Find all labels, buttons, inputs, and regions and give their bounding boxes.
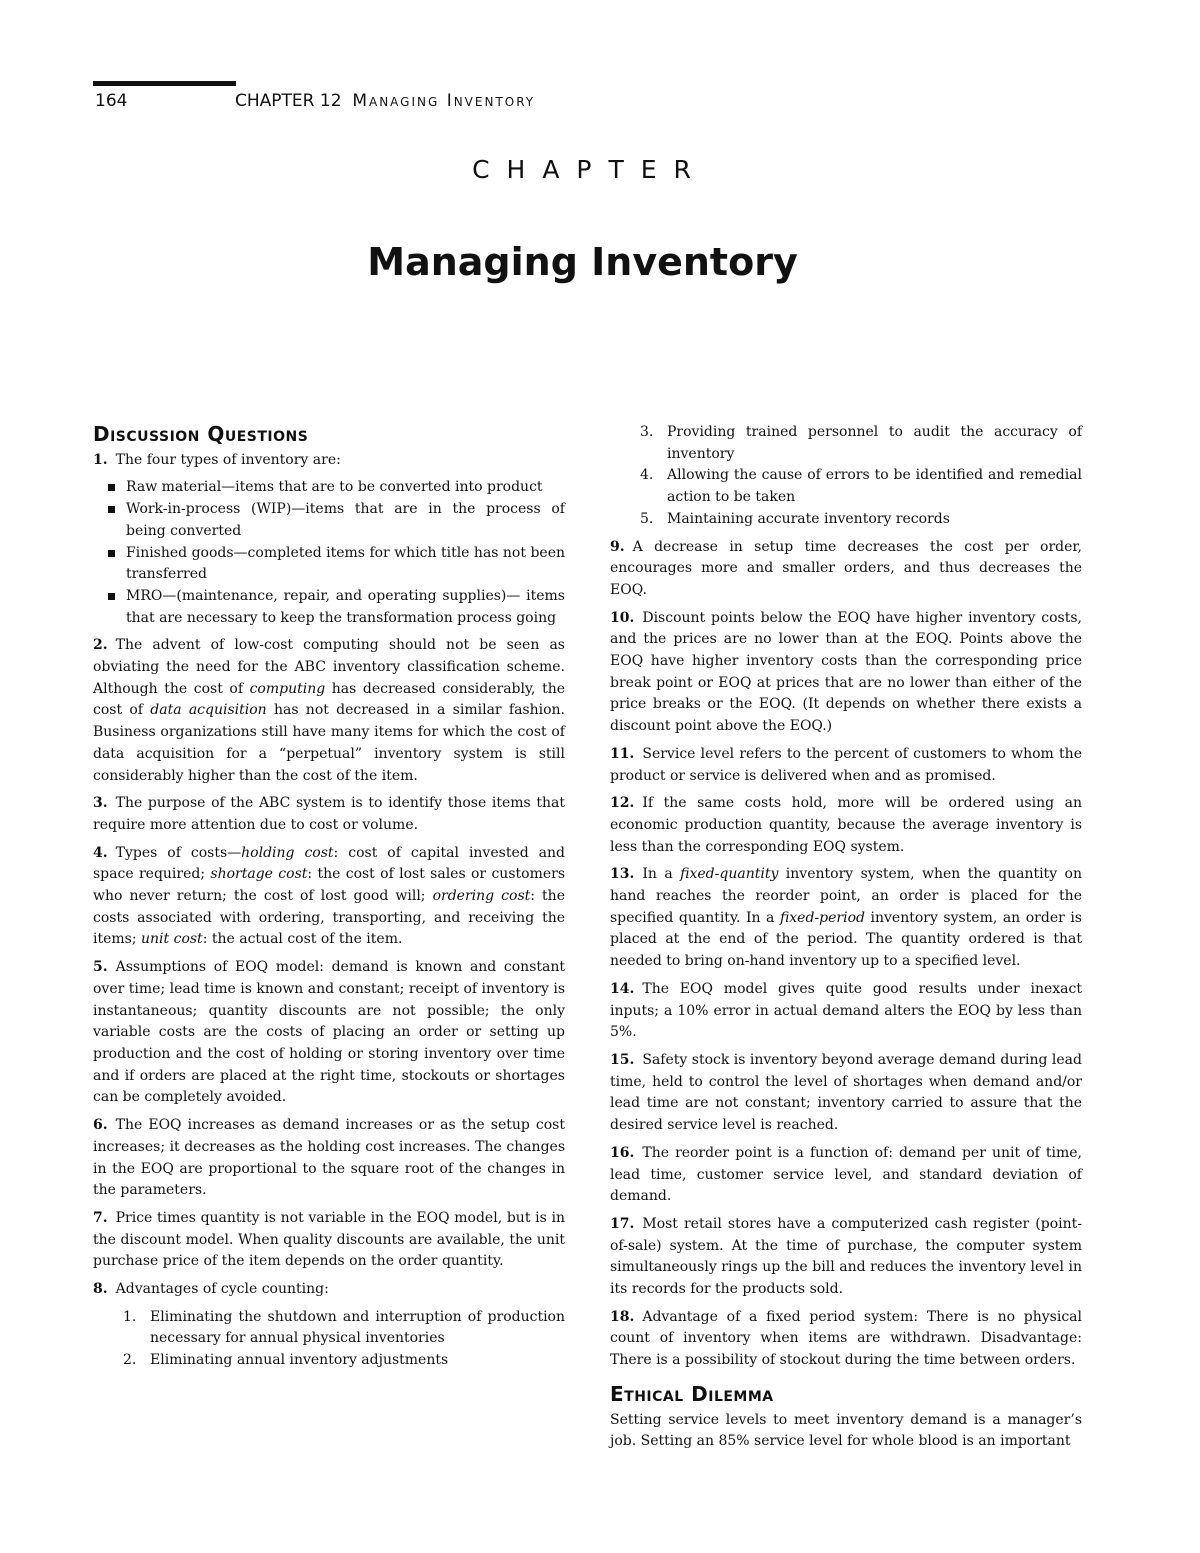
chapter-word: CHAPTER — [472, 155, 708, 184]
running-head-title: Managing Inventory — [352, 91, 536, 111]
question-4: 4. Types of costs—holding cost: cost of capital invested and space required; shortage cost: the cost of lost sales or customers who never return; the cost of lost good will; ordering cost: the costs associated with ordering, transporting, and receiving the items; unit cost: the actual cost of the item. — [93, 844, 566, 948]
discussion-questions-heading: Discussion Questions — [93, 422, 309, 446]
question-6: 6. The EOQ increases as demand increases or as the setup cost increases; it decreases as the holding cost increases. The changes in the EOQ are proportional to the square root of the changes in the parameters. — [93, 1117, 565, 1199]
list-item: Raw material—items that are to be converted into product — [126, 477, 565, 499]
inventory-types-list — [93, 477, 565, 629]
question-14: 14. The EOQ model gives quite good results under inexact inputs; a 10% error in actual demand alters the EOQ by less than 5%. — [610, 980, 1082, 1041]
question-10: 10. Discount points below the EOQ have higher inventory costs, and the prices are no lower than at the EOQ. Points above the EOQ have higher inventory costs than the corresponding price break point or EOQ at prices that are no lower than either of the price breaks or the EOQ. (It depends on whether there exists a discount point above the EOQ.) — [610, 609, 1082, 735]
question-7: 7. Price times quantity is not variable in the EOQ model, but is in the discount model. When quality discounts are available, the unit purchase price of the item depends on the order quantity. — [93, 1209, 565, 1270]
list-item: 4. Allowing the cause of errors to be identified and remedial action to be taken — [640, 467, 1082, 506]
question-16: 16. The reorder point is a function of: demand per unit of time, lead time, customer service level, and standard deviation of demand. — [610, 1144, 1082, 1205]
question-18: 18. Advantage of a fixed period system: There is no physical count of inventory when items are withdrawn. Disadvantage: There is a possibility of stockout during the time between orders. — [610, 1308, 1082, 1369]
header-rule — [93, 81, 236, 86]
ethical-dilemma-heading: Ethical Dilemma — [610, 1381, 774, 1406]
list-item: 1. Eliminating the shutdown and interruption of production necessary for annual physical inventories — [123, 1308, 565, 1347]
question-15: 15. Safety stock is inventory beyond average demand during lead time, held to control the level of shortages when demand and/or lead time are not constant; inventory carried to assure that the desired service level is reached. — [610, 1051, 1082, 1134]
list-item: 2. Eliminating annual inventory adjustments — [123, 1352, 449, 1369]
list-item: 3. Providing trained personnel to audit the accuracy of inventory — [640, 424, 1082, 462]
question-9: 9. A decrease in setup time decreases the cost per order, encourages more and smaller orders, and thus decreases the EOQ. — [610, 538, 1082, 598]
list-item: MRO—(maintenance, repair, and operating supplies)— items that are necessary to keep the transformation process going — [126, 586, 565, 629]
page-number: 164 — [95, 91, 128, 111]
question-5: 5. Assumptions of EOQ model: demand is known and constant over time; lead time is known and constant; receipt of inventory is instantaneous; quantity discounts are not possible; the only variable costs are the costs of placing an order or setting up production and the cost of holding or storing inventory over time and if orders are placed at the right time, stockouts or shortages can be completely avoided. — [93, 959, 565, 1106]
left-column — [93, 422, 565, 1378]
question-13: 13. In a fixed-quantity inventory system, when the quantity on hand reaches the reorder point, an order is placed for the specified quantity. In a fixed-period inventory system, an order is placed at the end of the period. The quantity ordered is that needed to bring on-hand inventory up to a specified level. — [610, 866, 1082, 970]
right-column — [610, 422, 1082, 1459]
question-2: 2. The advent of low-cost computing should not be seen as obviating the need for the ABC inventory classification scheme. Although the cost of computing has decreased considerably, the cost of data acquisition has not decreased in a similar fashion. Business organizations still have many items for which the cost of data acquisition for a “perpetual” inventory system is still considerably higher than the cost of the item. — [93, 637, 566, 784]
ethical-dilemma-text: Setting service levels to meet inventory demand is a manager’s job. Setting an 85% service level for whole blood is an important — [610, 1411, 1082, 1450]
cycle-counting-list-continued — [610, 422, 1082, 531]
question-3: 3. The purpose of the ABC system is to identify those items that require more attention due to cost or volume. — [93, 795, 565, 833]
question-11: 11. Service level refers to the percent of customers to whom the product or service is delivered when and as promised. — [610, 745, 1082, 784]
running-head-chapter: CHAPTER 12 Managing Inventory — [235, 91, 536, 111]
list-item: Finished goods—completed items for which title has not been transferred — [126, 543, 565, 586]
list-item: 5. Maintaining accurate inventory records — [640, 510, 950, 527]
chapter-title: Managing Inventory — [367, 240, 798, 284]
question-12: 12. If the same costs hold, more will be ordered using an economic production quantity, because the average inventory is less than the corresponding EOQ system. — [610, 795, 1082, 855]
list-item: Work-in-process (WIP)—items that are in the process of being converted — [126, 499, 565, 542]
question-8: 8. Advantages of cycle counting: — [93, 1281, 329, 1298]
question-17: 17. Most retail stores have a computerized cash register (point-of-sale) system. At the time of purchase, the computer system simultaneously rings up the bill and reduces the inventory level in its records for the products sold. — [610, 1215, 1082, 1298]
cycle-counting-list — [93, 1307, 565, 1372]
question-1: 1. The four types of inventory are: — [93, 451, 341, 468]
